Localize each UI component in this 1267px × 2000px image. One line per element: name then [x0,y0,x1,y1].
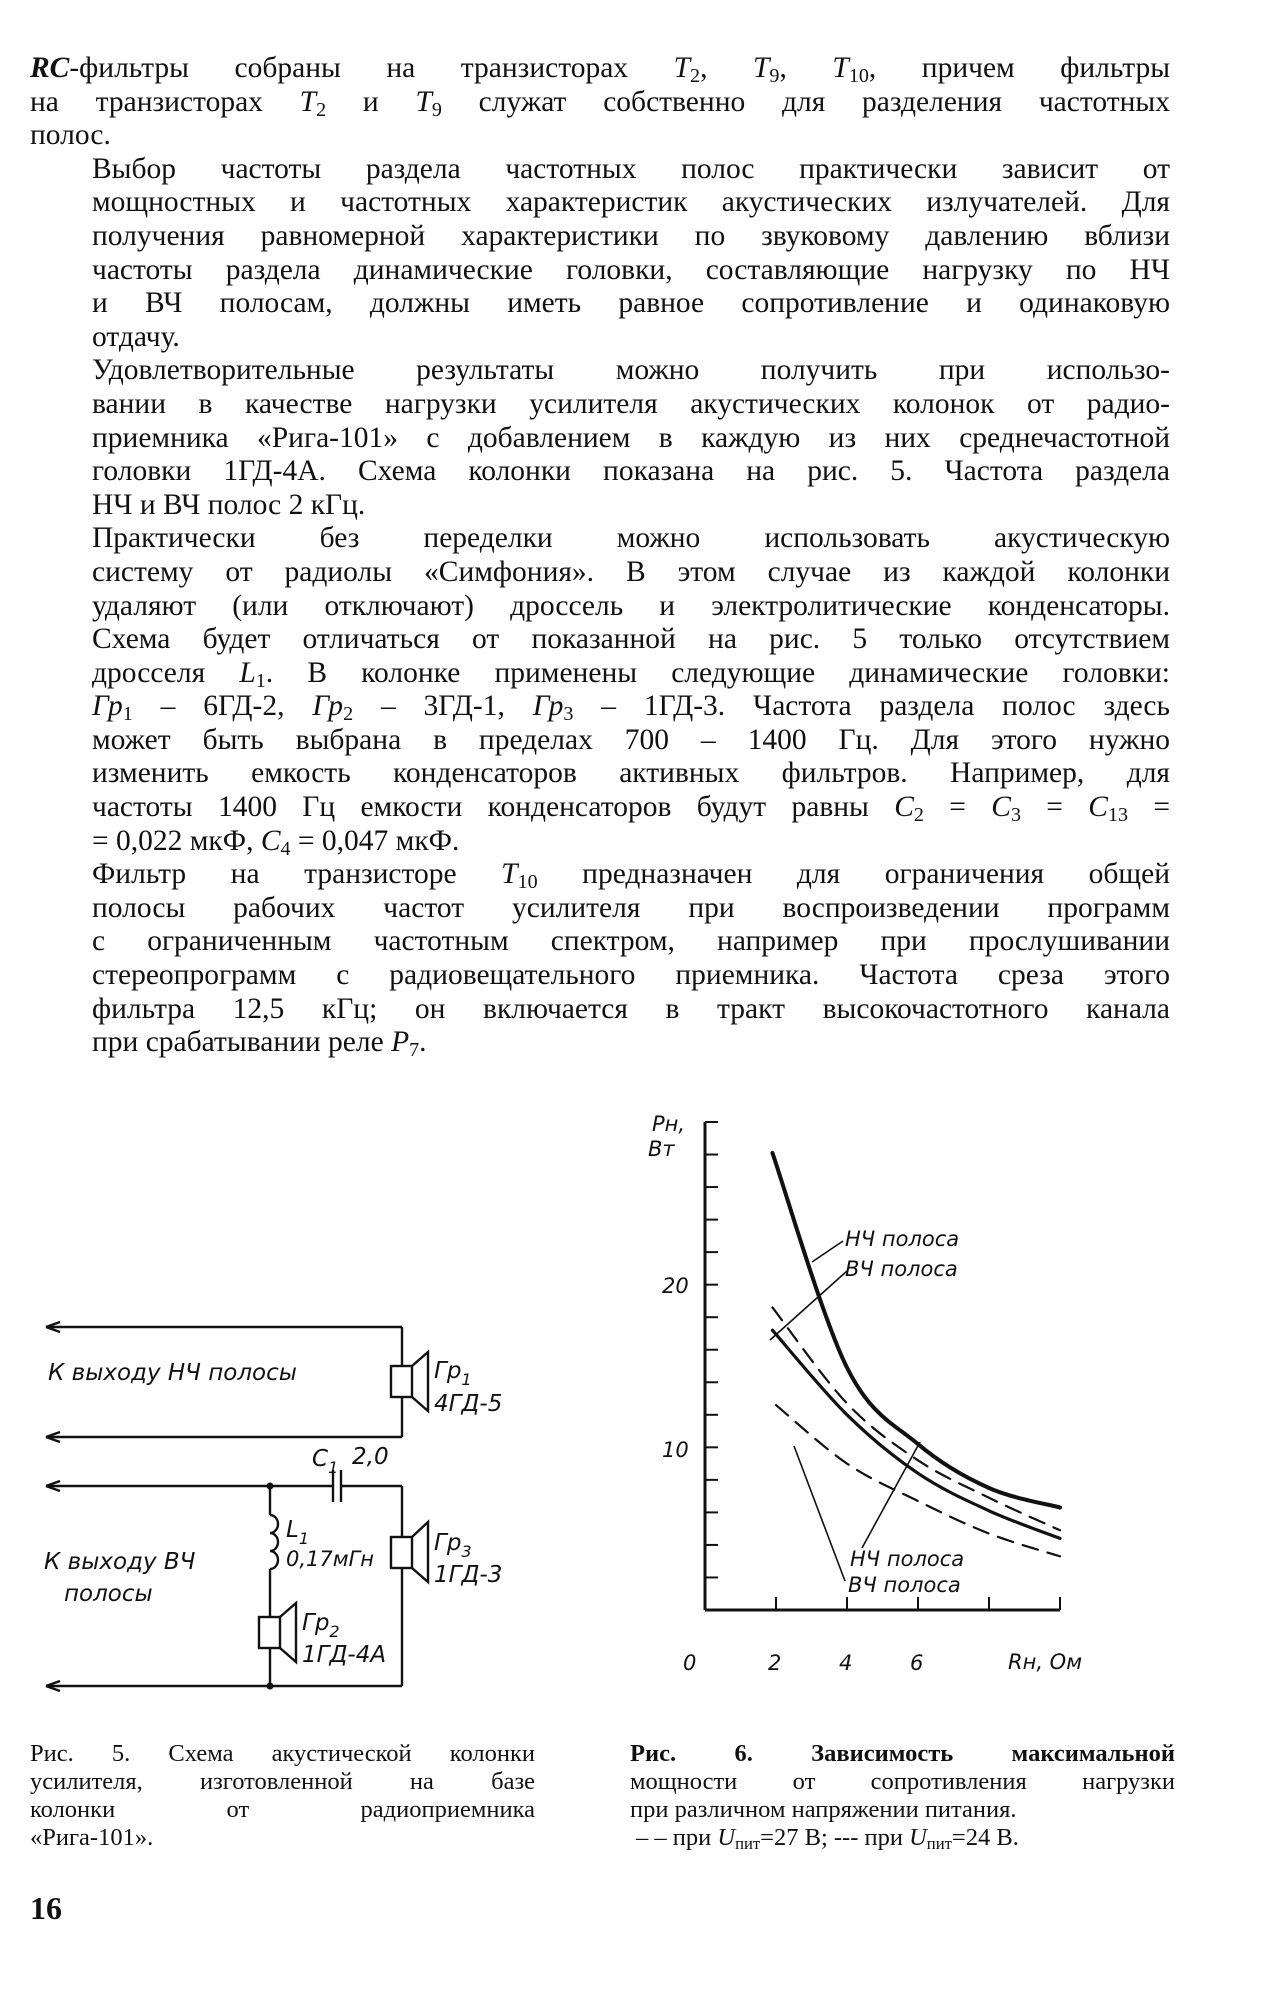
text-run: дросселя [92,656,240,689]
text-run: =27 В; --- при [760,1824,910,1851]
text-line: Практически без переделки можно использовать акустическую [92,522,1170,555]
text-line: получения равномерной характеристики по звуковому давлению вблизи [92,219,1170,252]
text-line: Схема будет отличаться от показанной на рис. 5 только отсутствием [92,623,1170,656]
leader-line [812,1241,843,1262]
text-line: Выбор частоты раздела частотных полос практически зависит от [92,152,1170,185]
x-tick-label: 0 [683,1651,697,1675]
text-run: . В колонке применены следующие динамические головки: [265,656,1170,689]
paragraph-5 [30,858,1170,1060]
text-run: – 1ГД-3. Частота раздела полос здесь [573,690,1170,723]
text-run: – 3ГД-1, [353,690,533,723]
annotation-hf-24v: ВЧ полоса [848,1573,961,1597]
text-run: , причем фильтры [868,52,1171,84]
x-axis-label: Rн, Ом [1008,1650,1083,1674]
u-symbol: U [717,1824,736,1851]
caption-line: «Рига-101». [30,1824,154,1851]
gr-symbol: Гр [92,690,123,723]
text-run: , [700,52,753,84]
text-line: мощностных и частотных характеристик акустических излучателей. Для [92,186,1170,219]
l-symbol: L [239,656,256,689]
text-run: – 6ГД-2, [132,690,313,723]
series-line-2 [772,1330,1060,1538]
text-run: =24 В. [951,1824,1019,1851]
text-line [30,86,1170,120]
ref-sub: 1 [298,1529,310,1548]
speaker2-model: 1ГД-4А [302,1642,387,1668]
annotation-hf-27v: ВЧ полоса [845,1257,958,1281]
text-line: Удовлетворительные результаты можно получить при использо- [92,354,1170,387]
text-line: и ВЧ полосам, должны иметь равное сопротивление и одинаковую [92,287,1170,320]
t-symbol: T [299,85,317,118]
c-symbol: C [991,791,1011,824]
caption-line: Рис. 6. Зависимость максимальной [630,1740,1175,1767]
ref-text: Гр [434,1530,462,1556]
text-line [30,690,1170,724]
text-run: . [419,1026,427,1059]
subscript: 3 [563,703,574,726]
text-line [30,52,1170,86]
y-tick-label: 20 [662,1274,689,1298]
capacitor-ref [312,1446,338,1477]
subscript: пит [926,1834,952,1854]
speaker1-ref [434,1358,472,1389]
p-symbol: P [391,1026,410,1059]
text-line: НЧ и ВЧ полос 2 кГц. [92,488,366,521]
text-line: частоты раздела динамические головки, составляющие нагрузку по НЧ [92,253,1170,286]
text-line: может быть выбрана в пределах 700 – 1400 Гц. Для этого нужно [92,723,1170,756]
caption-legend [630,1824,1175,1852]
figure-6-chart [640,1100,1100,1690]
subscript: 3 [1010,804,1021,827]
gr-symbol: Гр [532,690,564,723]
junction-dot [267,1683,274,1690]
series-line-1 [772,1153,1060,1508]
text-run: = [1020,791,1089,824]
leader-line [794,1446,845,1581]
text-line: систему от радиолы «Симфония». В этом случае из каждой колонки [92,555,1170,588]
t-symbol: T [501,858,518,891]
caption-line: мощности от сопротивления нагрузки [630,1768,1175,1795]
inductor-value: 0,17мГн [286,1547,375,1571]
ref-sub: 1 [461,1370,472,1389]
text-run: = 0,022 мкФ, [92,824,261,857]
text-line [30,791,1170,825]
text-run: при срабатывании реле [92,1026,392,1059]
y-tick-label: 10 [662,1438,689,1462]
text-line: с ограниченным частотным спектром, например при прослушивании [92,925,1170,958]
x-tick-label: 2 [768,1651,782,1675]
hf-input-label-2: полосы [64,1581,153,1607]
chart-labels [648,1112,1082,1675]
text-line: удаляют (или отключают) дроссель и электролитические конденсаторы. [92,589,1170,622]
caption-line: колонки от радиоприемника [30,1796,535,1823]
text-run: служат собственно для разделения частотных [441,85,1170,118]
text-run: -фильтры собраны на транзисторах [69,52,674,84]
inductor-icon [270,1515,278,1569]
figure-5-caption [30,1740,535,1852]
capacitor-value: 2,0 [352,1444,389,1470]
subscript: 13 [1107,804,1129,827]
text-run: – – при [636,1824,718,1851]
text-run: = [923,791,992,824]
ref-sub: 2 [329,1622,340,1641]
speaker-icon [391,1352,428,1411]
ref-text: Гр [434,1358,462,1384]
text-line: фильтра 12,5 кГц; он включается в тракт высокочастотного канала [92,992,1170,1025]
inductor-ref [286,1517,309,1548]
ref-text: C [312,1446,329,1472]
text-line: вании в качестве нагрузки усилителя акустических колонок от радио- [92,387,1170,420]
text-line [30,858,1170,892]
paragraph-3 [30,354,1170,522]
junction-dot [267,1483,274,1490]
text-run: на транзисторах [30,85,300,118]
subscript: 2 [690,65,701,87]
subscript: 1 [255,669,266,692]
subscript: 2 [316,98,327,121]
text-line: головки 1ГД-4А. Схема колонки показана на рис. 5. Частота раздела [92,455,1170,488]
rc-symbol: RC [30,52,70,84]
text-line: изменить емкость конденсаторов активных фильтров. Например, для [92,757,1170,790]
hf-input-label-1: К выходу ВЧ [44,1549,196,1575]
y-axis-label-2: Вт [648,1137,675,1161]
text-run: = 0,047 мкФ. [290,824,460,857]
figure-6-caption [630,1740,1175,1852]
text-run: предназначен для ограничения общей [537,858,1170,891]
subscript: 9 [769,65,780,87]
caption-line: Рис. 5. Схема акустической колонки [30,1740,535,1767]
t-symbol: T [753,52,770,84]
subscript: пит [735,1834,761,1854]
leader-line [770,1271,847,1340]
x-tick-label: 4 [839,1651,853,1675]
u-symbol: U [909,1824,927,1851]
speaker2-ref [302,1610,340,1641]
text-run: , [779,52,833,84]
subscript: 1 [122,703,133,726]
figure-5-circuit-diagram [30,1300,590,1700]
subscript: 4 [280,837,291,860]
t-symbol: T [673,52,691,84]
x-tick-label: 6 [910,1651,924,1675]
gr-symbol: Гр [312,690,344,723]
text-line: стереопрограмм с радиовещательного приемника. Частота среза этого [92,959,1170,992]
paragraph-2 [30,153,1170,355]
subscript: 10 [848,65,869,87]
subscript: 2 [913,804,924,827]
leader-line [862,1442,920,1548]
text-line: отдачу. [92,320,180,353]
subscript: 10 [517,871,538,894]
speaker-icon [259,1603,296,1662]
ref-sub: 3 [461,1542,472,1561]
text-line [30,657,1170,691]
series-line-4 [776,1405,1060,1556]
subscript: 7 [409,1039,420,1062]
c-symbol: C [894,791,914,824]
text-line: полосы рабочих частот усилителя при воспроизведении программ [92,891,1170,924]
chart-series [772,1153,1060,1556]
text-line: полос. [30,119,111,152]
text-run: частоты 1400 Гц емкости конденсаторов будут равны [92,791,895,824]
speaker-icon [391,1522,428,1582]
speaker3-model: 1ГД-3 [434,1562,503,1588]
c-symbol: C [260,824,281,857]
t-symbol: T [415,85,432,118]
text-run: = [1128,791,1171,824]
ref-text: L [286,1517,299,1543]
body-text [30,52,1170,1060]
page-number: 16 [30,1890,62,1926]
lf-input-label: К выходу НЧ полосы [48,1360,297,1386]
text-run: и [326,85,416,118]
y-axis-label-1: Pн, [652,1112,686,1136]
annotation-lf-27v: НЧ полоса [845,1227,960,1251]
caption-line: усилителя, изготовленной на базе [30,1768,535,1795]
t-symbol: T [832,52,849,84]
speaker3-ref [434,1530,472,1561]
text-run: Фильтр на транзисторе [92,858,502,891]
ref-sub: 1 [328,1458,339,1477]
chart-axes [705,1122,1060,1610]
text-line [30,825,1170,859]
text-line [30,1026,1170,1060]
c-symbol: C [1088,791,1108,824]
subscript: 2 [343,703,354,726]
annotation-lf-24v: НЧ полоса [850,1547,965,1571]
caption-line: при различном напряжении питания. [630,1796,1017,1823]
paragraph-4 [30,522,1170,858]
paragraph-1 [30,52,1170,153]
ref-text: Гр [302,1610,330,1636]
speaker1-model: 4ГД-5 [434,1391,503,1417]
text-line: приемника «Рига-101» с добавлением в каждую из них среднечастотной [92,421,1170,454]
subscript: 9 [431,98,442,121]
